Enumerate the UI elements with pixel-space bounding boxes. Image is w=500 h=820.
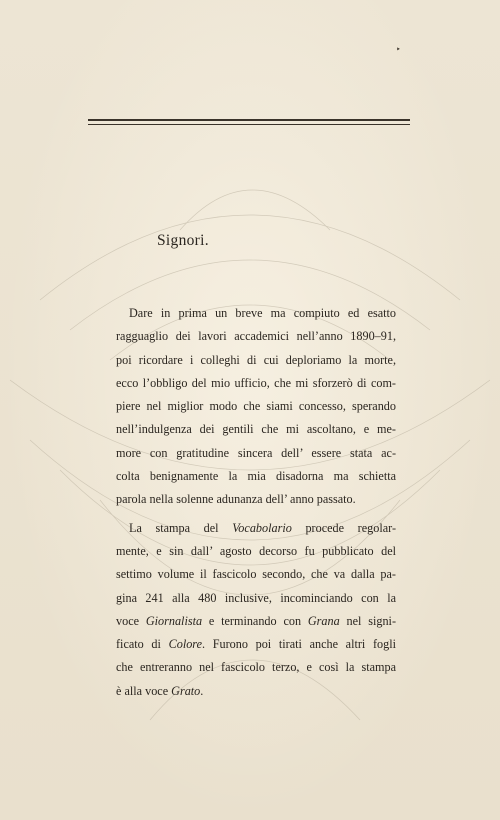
paragraph-1-line-9: parola nella solenne adunanza dell’ anno passato.: [116, 492, 356, 507]
p2-l6-italic-colore: Colore: [168, 637, 202, 652]
p2-l1-text-c: procede regolar-: [291, 520, 396, 535]
p2-l8-text-c: .: [200, 683, 204, 698]
paragraph-1-line-7: more con gratitudine sincera dell’ essere stata ac-: [116, 445, 396, 460]
p2-l8-italic-grato: Grato: [171, 683, 201, 698]
p2-l6-text-a: ficato di: [116, 637, 169, 652]
paragraph-1-line-2: ragguaglio dei lavori accademici nell’anno 1890–91,: [116, 329, 396, 344]
body-text: [116, 302, 396, 703]
paragraph-2-line-1: [116, 517, 396, 540]
paragraph-2-line-5: [116, 610, 396, 633]
p2-l5-text-c: e terminando con: [202, 613, 308, 628]
p2-l8-text-a: è alla voce: [116, 683, 172, 698]
paragraph-2-line-2: mente, e sin dall’ agosto decorso fu pubblicato del: [116, 543, 396, 558]
p2-l5-text-a: voce: [116, 613, 146, 628]
page-heading: Signori.: [157, 232, 209, 249]
paragraph-1-line-3: poi ricordare i colleghi di cui deploriamo la morte,: [116, 352, 396, 367]
p2-l1-italic-vocabolario: Vocabolario: [232, 520, 292, 535]
p2-l1-text-a: La stampa del: [129, 520, 233, 535]
header-rule-thick: [88, 119, 410, 121]
p2-l5-italic-grana: Grana: [307, 613, 340, 628]
p2-l5-text-e: nel signi-: [339, 613, 397, 628]
paragraph-2-line-3: settimo volume il fascicolo secondo, che va dalla pa-: [116, 567, 396, 582]
paragraph-1-line-5: piere nel miglior modo che siami concesso, sperando: [116, 399, 396, 414]
paragraph-2-line-4: gina 241 alla 480 inclusive, incominciando con la: [116, 590, 396, 605]
paragraph-1-line-6: nell’indulgenza dei gentili che mi ascoltano, e me-: [116, 422, 396, 437]
p2-l6-text-c: . Furono poi tirati anche altri fogli: [202, 637, 396, 652]
paragraph-2-line-6: [116, 633, 396, 656]
printer-mark: ‣: [396, 45, 401, 54]
paragraph-1-line-1: Dare in prima un breve ma compiuto ed esatto: [129, 306, 396, 320]
paragraph-2-line-7: che entreranno nel fascicolo terzo, e così la stampa: [116, 660, 396, 675]
header-rule-thin: [88, 124, 410, 125]
paragraph-1-line-4: ecco l’obbligo del mio ufficio, che mi sforzerò di com-: [116, 375, 396, 390]
p2-l5-italic-giornalista: Giornalista: [145, 613, 203, 628]
paragraph-2-line-8: [116, 680, 396, 703]
paragraph-1-line-8: colta benignamente la mia disadorna ma schietta: [116, 469, 396, 484]
